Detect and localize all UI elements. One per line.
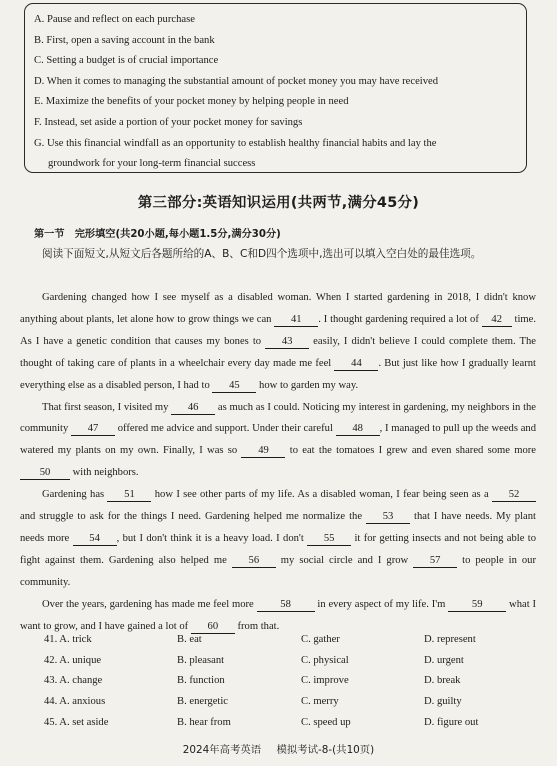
blank-49: 49 (241, 444, 285, 458)
choice-b: B. eat (177, 634, 202, 645)
passage-text: Over the years, gardening has made me feel more (42, 598, 257, 610)
footer-page-number: 模拟考试-8-(共10页) (276, 744, 375, 756)
blank-48: 48 (336, 422, 380, 436)
passage-text: as much as I could. Noticing my interest in gardening, my neighbors in the community (20, 401, 537, 435)
passage-text: in every aspect of my life. I'm (314, 598, 449, 610)
passage-text: . But just like how I gradually learnt everything else as a disabled person, I had to (20, 357, 536, 391)
choice-a: 43. A. change (44, 675, 103, 687)
choice-c: C. speed up (301, 716, 351, 728)
option-b: B. First, open a saving account in the bank (34, 34, 215, 46)
options-box (24, 3, 527, 173)
choice-d: D. figure out (424, 716, 479, 728)
choice-a: 45. A. set aside (44, 716, 109, 728)
choice-a: 42. A. unique (44, 654, 102, 666)
blank-41: 41 (274, 313, 318, 327)
blank-50: 50 (20, 466, 70, 480)
choice-c: C. gather (301, 634, 340, 645)
blank-52: 52 (492, 488, 536, 502)
passage-text: how I see other parts of my life. As a disabled woman, I fear being seen as a (151, 489, 492, 501)
blank-44: 44 (334, 357, 378, 371)
choice-d: D. urgent (424, 654, 464, 666)
passage-text: from that. (234, 620, 280, 632)
blank-57: 57 (413, 554, 457, 568)
blank-46: 46 (171, 401, 215, 415)
passage-text: that I have needs. My plant needs more (20, 511, 536, 544)
blank-56: 56 (232, 554, 276, 568)
blank-42: 42 (482, 313, 512, 327)
passage-text: . I thought gardening required a lot of (318, 313, 482, 325)
blank-60: 60 (191, 620, 235, 634)
choice-c: C. physical (301, 654, 349, 666)
passage-text: and struggle to ask for the things I need. Gardening helped me normalize the (20, 511, 367, 523)
blank-59: 59 (448, 598, 506, 612)
choice-a: 44. A. anxious (44, 696, 106, 708)
choice-d: D. break (424, 675, 461, 687)
option-d: D. When it comes to managing the substantial amount of pocket money you may have received (34, 75, 439, 87)
blank-47: 47 (71, 422, 115, 436)
paragraph-2 (20, 397, 536, 485)
passage-text: with neighbors. (70, 467, 139, 479)
blank-58: 58 (257, 598, 315, 612)
section-title: 第三部分:英语知识运用(共两节,满分45分) (137, 195, 420, 211)
passage-text: to eat the tomatoes I grew and even shared some more (285, 445, 536, 457)
option-a: A. Pause and reflect on each purchase (34, 14, 195, 25)
choice-c: C. improve (301, 675, 349, 687)
option-e: E. Maximize the benefits of your pocket money by helping people in need (34, 96, 349, 108)
blank-45: 45 (212, 379, 256, 393)
passage-text: Gardening has (42, 489, 108, 501)
choice-c: C. merry (301, 696, 339, 708)
passage-text: , but I don't think it is a heavy load. I don't (116, 532, 308, 544)
choice-b: B. hear from (177, 716, 231, 728)
passage-text: to people in our community. (20, 554, 537, 588)
paragraph-3 (20, 484, 536, 594)
page-footer (0, 741, 557, 756)
passage-text: how to garden my way. (256, 379, 359, 391)
subsection-title: 第一节 完形填空(共20小题,每小题1.5分,满分30分) (34, 229, 281, 240)
choice-b: B. energetic (177, 696, 228, 708)
footer-exam-name: 2024年高考英语 (182, 744, 262, 756)
passage-text: Gardening changed how I see myself as a disabled woman. When I started gardening in 2018, I didn't know anything about plants, let alone how to grow things we can (20, 292, 536, 325)
choice-b: B. pleasant (177, 654, 225, 666)
passage-text: That first season, I visited my (42, 401, 172, 413)
choice-b: B. function (177, 675, 225, 687)
passage-text: , I managed to pull up the weeds and watered my plants on my own. Finally, I was so (20, 423, 536, 457)
paragraph-1 (20, 287, 536, 397)
passage (20, 287, 536, 638)
passage-text: easily, I didn't believe I could complete them. The thought of taking care of plants in a wheelchair every day made me feel (20, 335, 536, 369)
blank-43: 43 (265, 335, 309, 349)
blank-55: 55 (307, 532, 351, 546)
option-f: F. Instead, set aside a portion of your pocket money for savings (34, 116, 303, 128)
choice-d: D. represent (424, 634, 476, 645)
option-g: G. Use this financial windfall as an opportunity to establish healthy financial habits and lay the (34, 137, 437, 149)
passage-text: offered me advice and support. Under their careful (115, 423, 336, 435)
blank-54: 54 (73, 532, 117, 546)
option-c: C. Setting a budget is of crucial importance (34, 55, 219, 67)
instruction: 阅读下面短文,从短文后各题所给的A、B、C和D四个选项中,选出可以填入空白处的最佳选项。 (42, 248, 482, 260)
choice-a: 41. A. trick (44, 634, 92, 645)
passage-text: time. As I have a genetic condition that causes my bones to (20, 313, 536, 347)
passage-text: what I want to grow, and I have gained a lot of (20, 598, 536, 632)
passage-text: my social circle and I grow (275, 554, 414, 566)
blank-51: 51 (107, 488, 151, 502)
choice-d: D. guilty (424, 696, 462, 708)
blank-53: 53 (366, 510, 410, 524)
passage-text: it for getting insects and not being able to fight against them. Gardening also helped me (20, 532, 537, 566)
paragraph-4 (20, 594, 536, 638)
option-g-continued: groundwork for your long-term financial success (48, 158, 256, 170)
